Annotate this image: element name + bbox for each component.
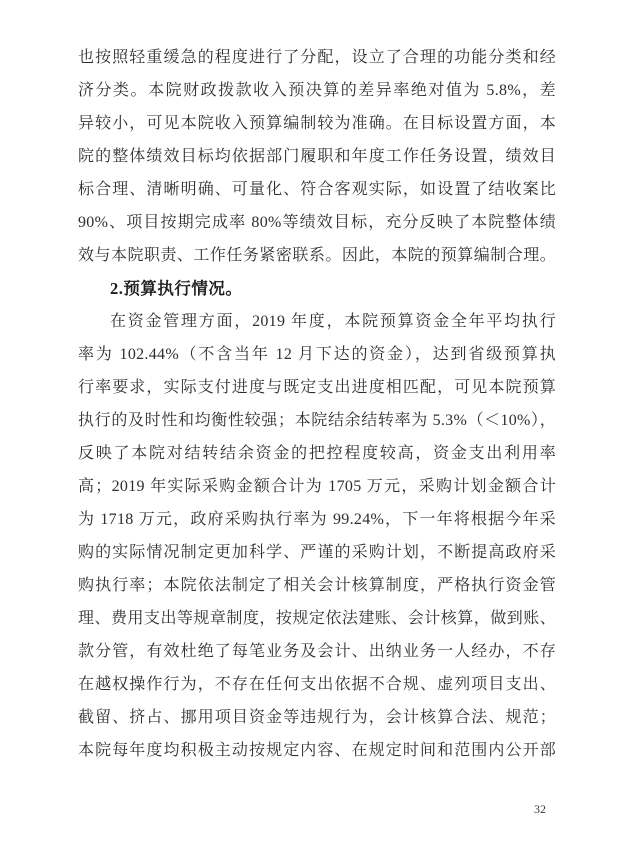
text-line: 效与本院职责、工作任务紧密联系。因此，本院的预算编制合理。 bbox=[78, 247, 556, 264]
text-line: 购执行率；本院依法制定了相关会计核算制度，严格执行资金管 bbox=[78, 577, 556, 594]
text-line: 也按照轻重缓急的程度进行了分配，设立了合理的功能分类和经 bbox=[78, 49, 556, 66]
text-line: 为 1718 万元，政府采购执行率为 99.24%，下一年将根据今年采 bbox=[78, 511, 556, 528]
text-line: 标合理、清晰明确、可量化、符合客观实际，如设置了结收案比 bbox=[78, 181, 556, 198]
text-line: 院的整体绩效目标均依据部门履职和年度工作任务设置，绩效目 bbox=[78, 148, 556, 165]
paragraph-budget-execution bbox=[78, 305, 556, 767]
text-line: 90%、项目按期完成率 80%等绩效目标，充分反映了本院整体绩 bbox=[78, 214, 556, 231]
section-heading-budget-execution: 2.预算执行情况。 bbox=[110, 279, 243, 298]
text-line: 理、费用支出等规章制度，按规定依法建账、会计核算，做到账、 bbox=[78, 610, 556, 627]
paragraph-budget-compilation bbox=[78, 41, 556, 272]
text-line: 济分类。本院财政拨款收入预决算的差异率绝对值为 5.8%，差 bbox=[78, 82, 556, 99]
text-line: 本院每年度均积极主动按规定内容、在规定时间和范围内公开部 bbox=[78, 742, 556, 759]
text-line: 在资金管理方面，2019 年度，本院预算资金全年平均执行 bbox=[110, 313, 556, 330]
text-line: 在越权操作行为，不存在任何支出依据不合规、虚列项目支出、 bbox=[78, 676, 556, 693]
text-line: 截留、挤占、挪用项目资金等违规行为，会计核算合法、规范； bbox=[78, 709, 556, 726]
text-line: 高；2019 年实际采购金额合计为 1705 万元，采购计划金额合计 bbox=[78, 478, 556, 495]
page-text-block bbox=[78, 41, 556, 767]
text-line: 购的实际情况制定更加科学、严谨的采购计划，不断提高政府采 bbox=[78, 544, 556, 561]
text-line: 执行的及时性和均衡性较强；本院结余结转率为 5.3%（＜10%）， bbox=[78, 412, 556, 429]
text-line: 行率要求，实际支付进度与既定支出进度相匹配，可见本院预算 bbox=[78, 379, 556, 396]
page-number: 32 bbox=[534, 802, 546, 816]
text-line: 款分管，有效杜绝了每笔业务及会计、出纳业务一人经办，不存 bbox=[78, 643, 556, 660]
text-line: 反映了本院对结转结余资金的把控程度较高，资金支出利用率 bbox=[78, 445, 556, 462]
text-line: 率为 102.44%（不含当年 12 月下达的资金），达到省级预算执 bbox=[78, 346, 556, 363]
text-line: 异较小，可见本院收入预算编制较为准确。在目标设置方面，本 bbox=[78, 115, 556, 132]
